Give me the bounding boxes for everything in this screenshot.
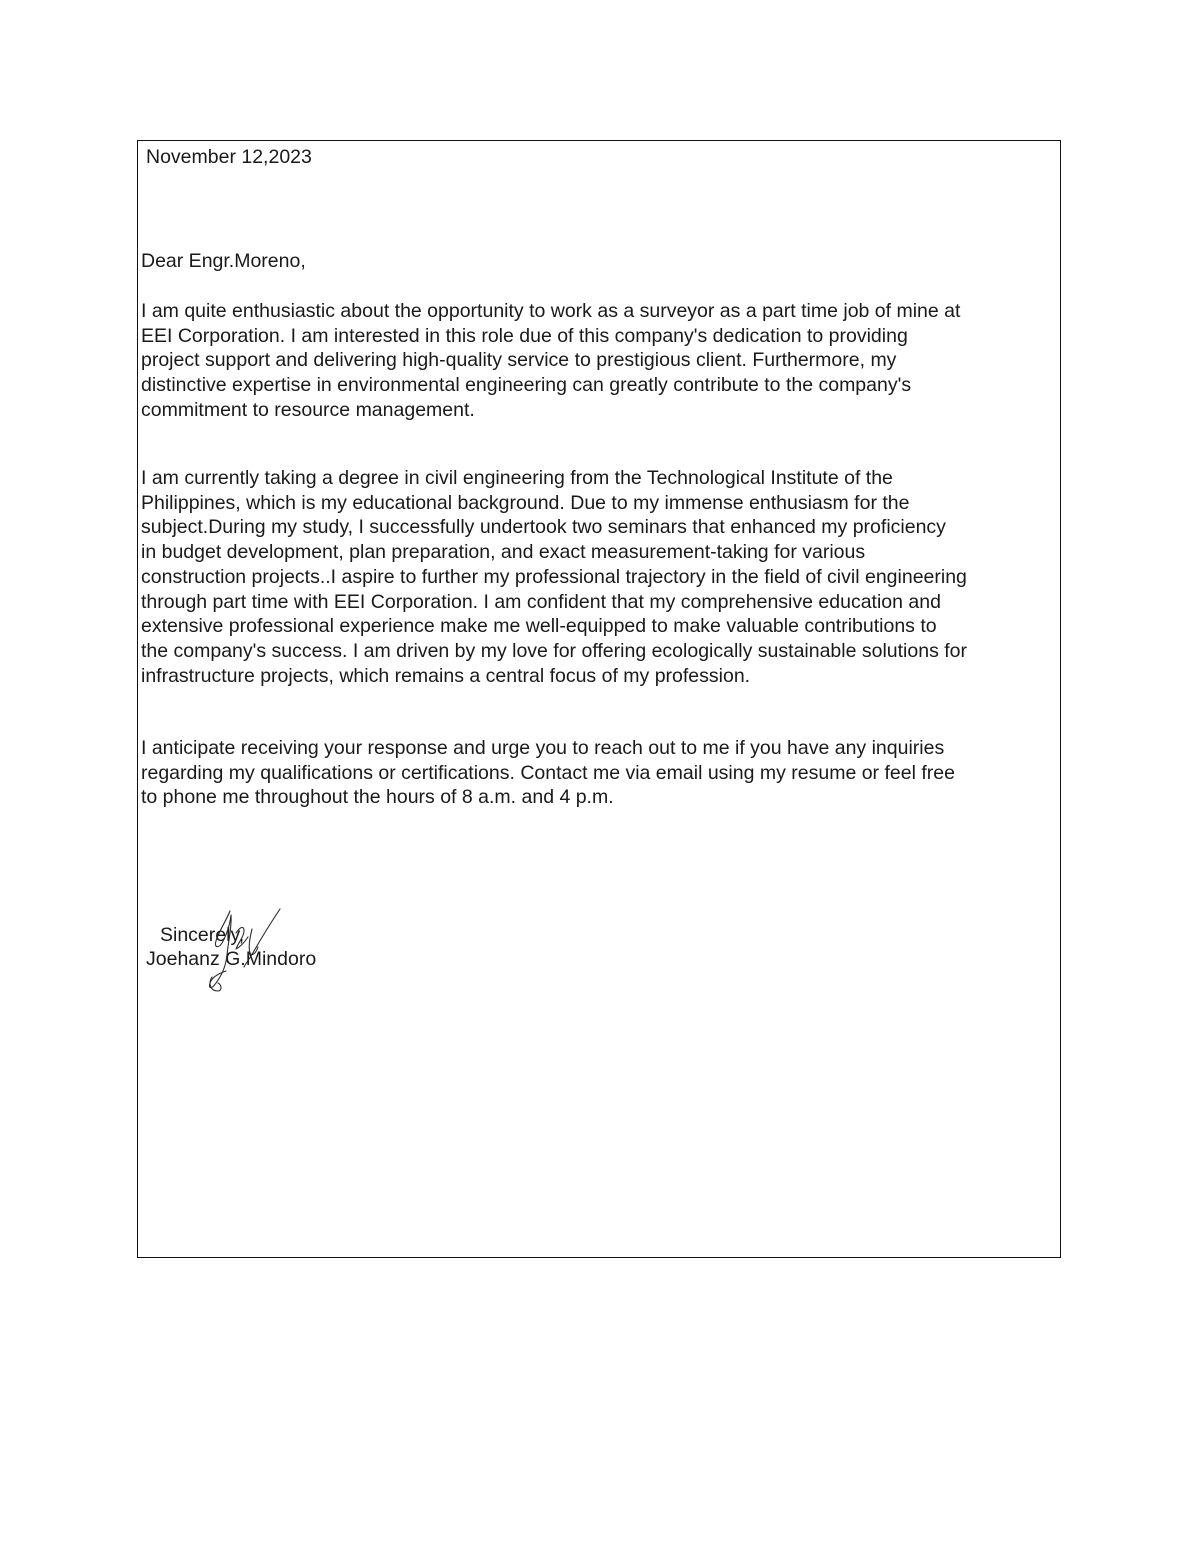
letter-frame — [137, 140, 1061, 1258]
paragraph-line: the company's success. I am driven by my love for offering ecologically sustainable solutions for — [141, 639, 968, 662]
paragraph-line: Philippines, which is my educational background. Due to my immense enthusiasm for the — [141, 491, 910, 514]
paragraph-line: regarding my qualifications or certifications. Contact me via email using my resume or feel free — [141, 761, 955, 784]
paragraph-line: I anticipate receiving your response and urge you to reach out to me if you have any inquiries — [141, 737, 945, 759]
paragraph-line: extensive professional experience make me well-equipped to make valuable contributions to — [141, 615, 937, 638]
paragraph-line: I am quite enthusiastic about the opportunity to work as a surveyor as a part time job of mine at — [141, 300, 961, 322]
paragraph-line: commitment to resource management. — [141, 398, 475, 421]
paragraph-line: in budget development, plan preparation, and exact measurement-taking for various — [141, 541, 866, 564]
paragraph-line: EEI Corporation. I am interested in this role due of this company's dedication to providing — [141, 324, 908, 347]
paragraph-line: to phone me throughout the hours of 8 a.m. and 4 p.m. — [141, 786, 614, 809]
body-paragraph-3 — [141, 736, 1059, 810]
closing: Sincerely, — [160, 924, 245, 946]
paragraph-line: distinctive expertise in environmental engineering can greatly contribute to the company's — [141, 374, 912, 397]
paragraph-line: construction projects..I aspire to further my professional trajectory in the field of civil engineering — [141, 565, 967, 588]
paragraph-line: through part time with EEI Corporation. I am confident that my comprehensive education and — [141, 590, 941, 613]
body-paragraph-1 — [141, 299, 1059, 423]
paragraph-line: subject.During my study, I successfully undertook two seminars that enhanced my proficiency — [141, 516, 946, 539]
paragraph-line: project support and delivering high-quality service to prestigious client. Furthermore, my — [141, 349, 897, 372]
letter-date: November 12,2023 — [146, 146, 312, 168]
paragraph-line: I am currently taking a degree in civil engineering from the Technological Institute of the — [141, 467, 893, 489]
body-paragraph-2 — [141, 466, 1059, 688]
signer-name: Joehanz G.Mindoro — [146, 948, 317, 970]
salutation: Dear Engr.Moreno, — [141, 250, 306, 272]
paragraph-line: infrastructure projects, which remains a central focus of my profession. — [141, 664, 751, 687]
